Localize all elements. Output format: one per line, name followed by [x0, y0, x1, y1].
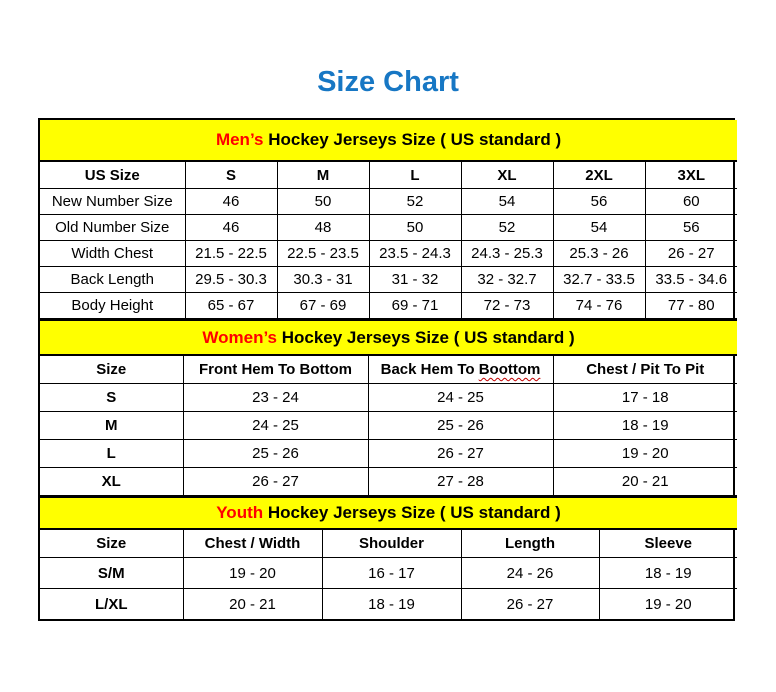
table-row: [40, 267, 737, 293]
mens-band-title: [40, 120, 737, 161]
value-cell: 20 - 21: [183, 589, 322, 620]
value-cell: 74 - 76: [553, 293, 645, 319]
row-label-cell: L/XL: [40, 589, 183, 620]
value-cell: 50: [369, 215, 461, 241]
col-header-cell: 2XL: [553, 161, 645, 189]
value-cell: 25 - 26: [183, 440, 368, 468]
row-label-cell: L: [40, 440, 183, 468]
value-cell: 27 - 28: [368, 468, 553, 496]
value-cell: 56: [645, 215, 737, 241]
womens-band-accent: Women’s: [202, 327, 277, 347]
value-cell: 25.3 - 26: [553, 241, 645, 267]
value-cell: 17 - 18: [553, 384, 737, 412]
table-row: [40, 440, 737, 468]
value-cell: 32.7 - 33.5: [553, 267, 645, 293]
col-header-cell-misspelled: [368, 355, 553, 384]
table-row: [40, 558, 737, 589]
col-header-cell: US Size: [40, 161, 185, 189]
value-cell: 69 - 71: [369, 293, 461, 319]
value-cell: 19 - 20: [599, 589, 737, 620]
value-cell: 32 - 32.7: [461, 267, 553, 293]
value-cell: 19 - 20: [183, 558, 322, 589]
value-cell: 60: [645, 189, 737, 215]
value-cell: 19 - 20: [553, 440, 737, 468]
value-cell: 18 - 19: [322, 589, 461, 620]
value-cell: 26 - 27: [368, 440, 553, 468]
col-header-cell: S: [185, 161, 277, 189]
table-row: [40, 293, 737, 319]
size-chart: [38, 118, 735, 621]
youth-band-row: [40, 497, 737, 529]
mens-band-row: [40, 120, 737, 161]
value-cell: 24 - 25: [183, 412, 368, 440]
value-cell: 31 - 32: [369, 267, 461, 293]
value-cell: 18 - 19: [553, 412, 737, 440]
youth-band-rest: Hockey Jerseys Size ( US standard ): [263, 503, 561, 522]
value-cell: 23.5 - 24.3: [369, 241, 461, 267]
col-header-cell: L: [369, 161, 461, 189]
col-header-cell: Size: [40, 529, 183, 558]
row-label-cell: S: [40, 384, 183, 412]
value-cell: 54: [461, 189, 553, 215]
row-label-cell: Old Number Size: [40, 215, 185, 241]
womens-size-table: [40, 319, 737, 496]
value-cell: 52: [369, 189, 461, 215]
value-cell: 52: [461, 215, 553, 241]
value-cell: 46: [185, 189, 277, 215]
col-header-cell: Sleeve: [599, 529, 737, 558]
row-label-cell: Body Height: [40, 293, 185, 319]
table-row: [40, 384, 737, 412]
table-row: [40, 589, 737, 620]
value-cell: 56: [553, 189, 645, 215]
mens-band-accent: Men’s: [215, 130, 264, 149]
womens-band-rest: Hockey Jerseys Size ( US standard ): [277, 327, 575, 347]
value-cell: 29.5 - 30.3: [185, 267, 277, 293]
value-cell: 26 - 27: [183, 468, 368, 496]
value-cell: 54: [553, 215, 645, 241]
value-cell: 25 - 26: [368, 412, 553, 440]
col-header-cell: Chest / Pit To Pit: [553, 355, 737, 384]
col-header-cell: M: [277, 161, 369, 189]
row-label-cell: S/M: [40, 558, 183, 589]
col-header-cell: 3XL: [645, 161, 737, 189]
value-cell: 23 - 24: [183, 384, 368, 412]
table-row: [40, 468, 737, 496]
row-label-cell: M: [40, 412, 183, 440]
col-header-cell: Shoulder: [322, 529, 461, 558]
womens-header-row: [40, 355, 737, 384]
youth-band-title: [40, 497, 737, 529]
col-header-cell: Size: [40, 355, 183, 384]
table-row: [40, 189, 737, 215]
mens-band-rest: Hockey Jerseys Size ( US standard ): [263, 130, 562, 149]
womens-band-title: [40, 320, 737, 355]
youth-band-accent: Youth: [216, 503, 264, 522]
value-cell: 24 - 25: [368, 384, 553, 412]
value-cell: 50: [277, 189, 369, 215]
value-cell: 16 - 17: [322, 558, 461, 589]
row-label-cell: Back Length: [40, 267, 185, 293]
mens-header-row: [40, 161, 737, 189]
value-cell: 21.5 - 22.5: [185, 241, 277, 267]
row-label-cell: New Number Size: [40, 189, 185, 215]
table-row: [40, 215, 737, 241]
row-label-cell: XL: [40, 468, 183, 496]
header-text: Back Hem To: [380, 361, 479, 378]
col-header-cell: Chest / Width: [183, 529, 322, 558]
mens-size-table: [40, 120, 737, 319]
value-cell: 24.3 - 25.3: [461, 241, 553, 267]
value-cell: 18 - 19: [599, 558, 737, 589]
value-cell: 77 - 80: [645, 293, 737, 319]
page-title: Size Chart: [317, 66, 459, 98]
col-header-cell: XL: [461, 161, 553, 189]
value-cell: 67 - 69: [277, 293, 369, 319]
misspelled-word: Boottom: [478, 361, 541, 378]
value-cell: 48: [277, 215, 369, 241]
value-cell: 24 - 26: [461, 558, 599, 589]
table-row: [40, 412, 737, 440]
value-cell: 33.5 - 34.6: [645, 267, 737, 293]
col-header-cell: Length: [461, 529, 599, 558]
value-cell: 46: [185, 215, 277, 241]
youth-header-row: [40, 529, 737, 558]
youth-size-table: [40, 496, 737, 619]
womens-band-row: [40, 320, 737, 355]
row-label-cell: Width Chest: [40, 241, 185, 267]
value-cell: 65 - 67: [185, 293, 277, 319]
col-header-cell: Front Hem To Bottom: [183, 355, 368, 384]
value-cell: 26 - 27: [645, 241, 737, 267]
value-cell: 72 - 73: [461, 293, 553, 319]
value-cell: 30.3 - 31: [277, 267, 369, 293]
table-row: [40, 241, 737, 267]
value-cell: 20 - 21: [553, 468, 737, 496]
value-cell: 26 - 27: [461, 589, 599, 620]
value-cell: 22.5 - 23.5: [277, 241, 369, 267]
